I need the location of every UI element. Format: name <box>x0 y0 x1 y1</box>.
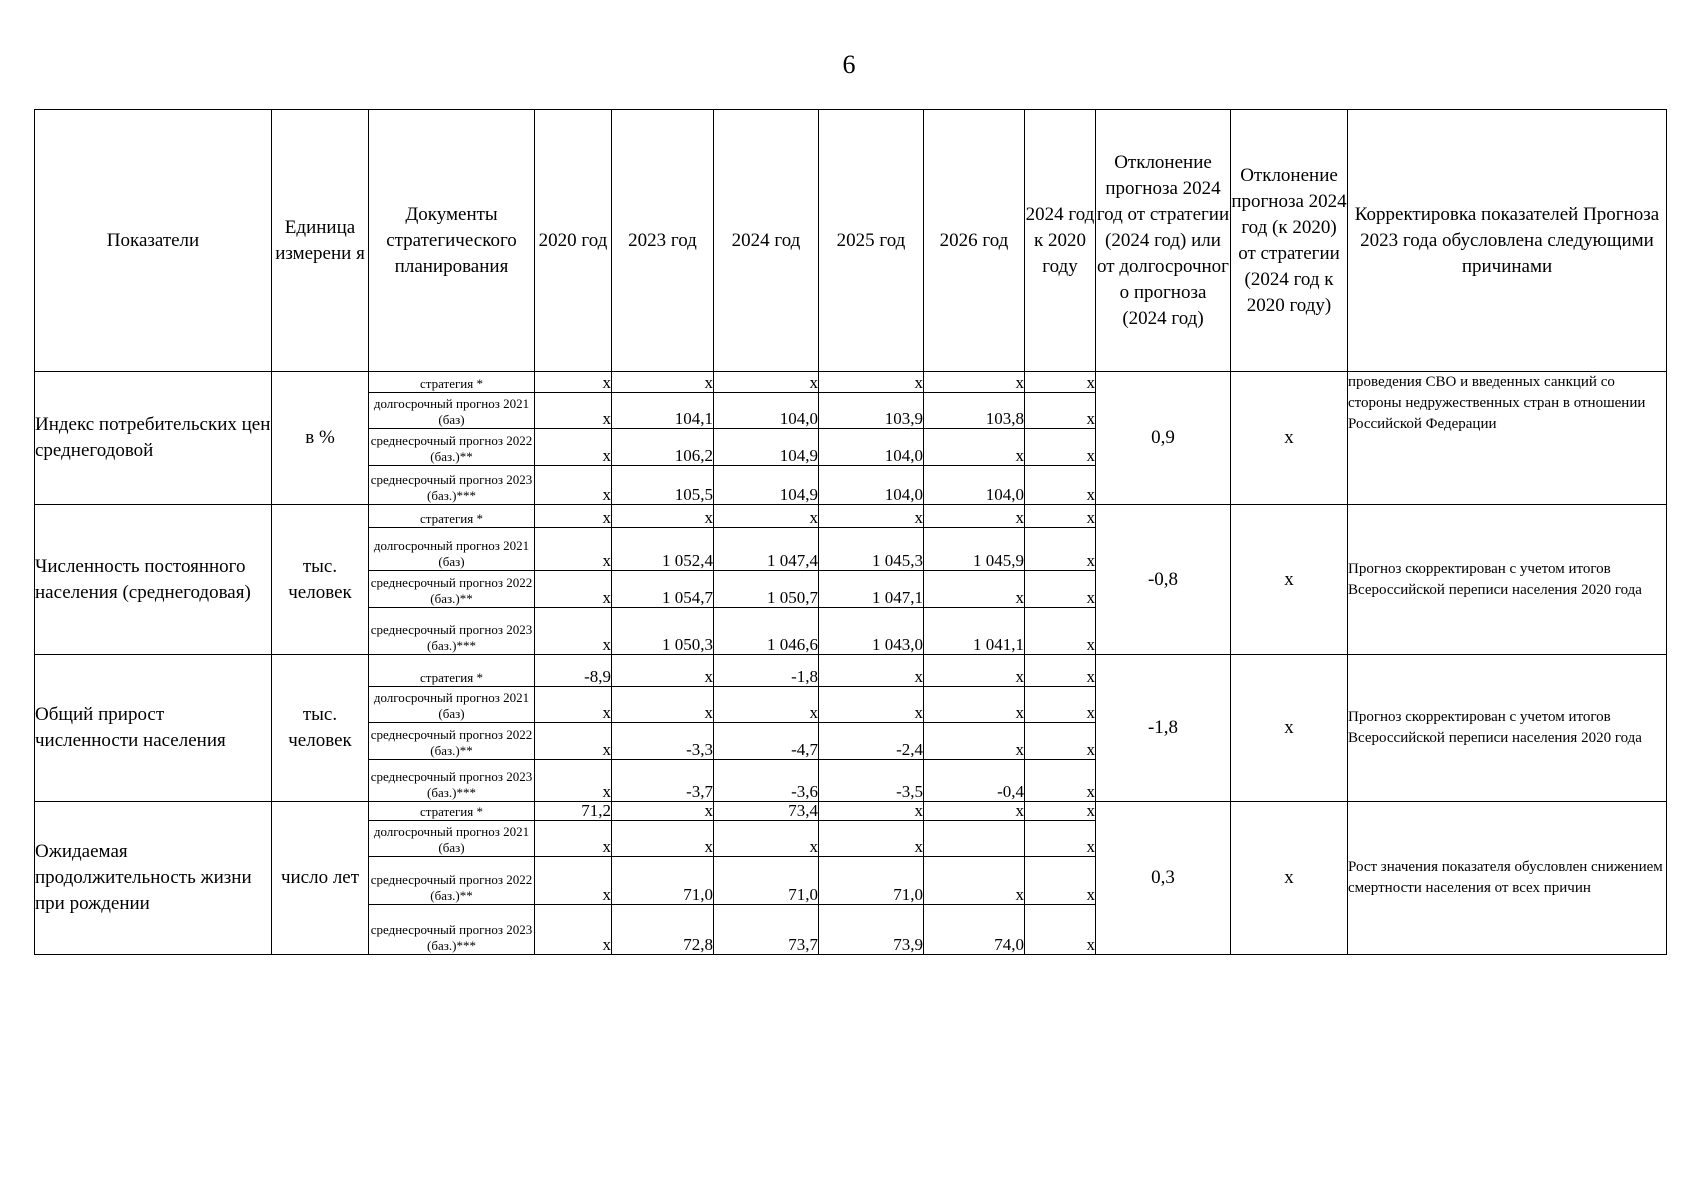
reason-text: Прогноз скорректирован с учетом итогов Всероссийской переписи населения 2020 года <box>1348 655 1667 802</box>
reason-text: Рост значения показателя обусловлен снижением смертности населения от всех причин <box>1348 802 1667 955</box>
value-cell: х <box>924 571 1025 608</box>
value-cell: х <box>535 505 612 528</box>
value-cell: х <box>535 372 612 393</box>
value-cell: х <box>1025 429 1096 466</box>
value-cell: х <box>1025 393 1096 429</box>
unit-of-measure: в % <box>272 372 369 505</box>
value-cell: х <box>1025 571 1096 608</box>
deviation-2-value: х <box>1231 802 1348 955</box>
value-cell: х <box>819 372 924 393</box>
value-cell: х <box>924 802 1025 821</box>
value-cell: 73,4 <box>714 802 819 821</box>
value-cell: х <box>1025 505 1096 528</box>
value-cell: 71,0 <box>714 857 819 905</box>
value-cell: х <box>612 802 714 821</box>
value-cell: х <box>819 505 924 528</box>
deviation-2-value: х <box>1231 372 1348 505</box>
value-cell: 104,0 <box>714 393 819 429</box>
value-cell: -3,5 <box>819 760 924 802</box>
value-cell: 1 043,0 <box>819 608 924 655</box>
value-cell: х <box>535 571 612 608</box>
value-cell: 103,8 <box>924 393 1025 429</box>
unit-of-measure: тыс. человек <box>272 655 369 802</box>
value-cell: х <box>1025 760 1096 802</box>
planning-document: стратегия * <box>369 655 535 687</box>
value-cell: х <box>714 372 819 393</box>
value-cell: 74,0 <box>924 905 1025 955</box>
value-cell: х <box>819 802 924 821</box>
value-cell: х <box>612 505 714 528</box>
reason-text: проведения СВО и введенных санкций со стороны недружественных стран в отношении Российской Федерации <box>1348 372 1667 505</box>
value-cell: х <box>535 393 612 429</box>
planning-document: среднесрочный прогноз 2022 (баз.)** <box>369 429 535 466</box>
value-cell: х <box>1025 528 1096 571</box>
value-cell: 103,9 <box>819 393 924 429</box>
value-cell: -4,7 <box>714 723 819 760</box>
value-cell: -3,3 <box>612 723 714 760</box>
value-cell: х <box>924 655 1025 687</box>
value-cell: х <box>924 429 1025 466</box>
value-cell: 106,2 <box>612 429 714 466</box>
header-ratio: 2024 год к 2020 году <box>1025 110 1096 372</box>
deviation-2-value: х <box>1231 655 1348 802</box>
value-cell: х <box>1025 466 1096 505</box>
header-2024: 2024 год <box>714 110 819 372</box>
header-indicator: Показатели <box>35 110 272 372</box>
value-cell: х <box>819 821 924 857</box>
planning-document: стратегия * <box>369 802 535 821</box>
value-cell: х <box>924 372 1025 393</box>
header-2020: 2020 год <box>535 110 612 372</box>
value-cell: х <box>1025 655 1096 687</box>
value-cell: -8,9 <box>535 655 612 687</box>
value-cell: х <box>612 687 714 723</box>
value-cell: 1 052,4 <box>612 528 714 571</box>
value-cell: х <box>535 821 612 857</box>
planning-document: стратегия * <box>369 372 535 393</box>
header-unit: Единица измерени я <box>272 110 369 372</box>
value-cell: х <box>1025 723 1096 760</box>
planning-document: среднесрочный прогноз 2023 (баз.)*** <box>369 608 535 655</box>
value-cell: 1 047,4 <box>714 528 819 571</box>
value-cell: 71,0 <box>819 857 924 905</box>
header-deviation: Отклонение прогноза 2024 год от стратегии (2024 год) или от долгосрочног о прогноза (2024 год) <box>1096 110 1231 372</box>
value-cell: х <box>535 905 612 955</box>
value-cell: -0,4 <box>924 760 1025 802</box>
planning-document: долгосрочный прогноз 2021 (баз) <box>369 687 535 723</box>
deviation-value: 0,3 <box>1096 802 1231 955</box>
indicators-table <box>34 109 1667 955</box>
planning-document: среднесрочный прогноз 2023 (баз.)*** <box>369 760 535 802</box>
value-cell: х <box>714 821 819 857</box>
value-cell: -3,7 <box>612 760 714 802</box>
planning-document: среднесрочный прогноз 2023 (баз.)*** <box>369 466 535 505</box>
deviation-value: -1,8 <box>1096 655 1231 802</box>
deviation-2-value: х <box>1231 505 1348 655</box>
planning-document: среднесрочный прогноз 2022 (баз.)** <box>369 857 535 905</box>
value-cell: 73,9 <box>819 905 924 955</box>
value-cell: 1 045,3 <box>819 528 924 571</box>
table-row <box>35 655 1667 687</box>
value-cell <box>924 821 1025 857</box>
value-cell: 1 054,7 <box>612 571 714 608</box>
value-cell: х <box>924 857 1025 905</box>
reason-text: Прогноз скорректирован с учетом итогов Всероссийской переписи населения 2020 года <box>1348 505 1667 655</box>
planning-document: среднесрочный прогноз 2022 (баз.)** <box>369 723 535 760</box>
table-row <box>35 372 1667 393</box>
planning-document: долгосрочный прогноз 2021 (баз) <box>369 821 535 857</box>
value-cell: х <box>924 687 1025 723</box>
header-deviation-2: Отклонение прогноза 2024 год (к 2020) от стратегии (2024 год к 2020 году) <box>1231 110 1348 372</box>
value-cell: х <box>1025 857 1096 905</box>
value-cell: -3,6 <box>714 760 819 802</box>
value-cell: 72,8 <box>612 905 714 955</box>
value-cell: 1 041,1 <box>924 608 1025 655</box>
header-documents: Документы стратегического планирования <box>369 110 535 372</box>
indicator-name: Ожидаемая продолжительность жизни при рождении <box>35 802 272 955</box>
header-row <box>35 110 1667 372</box>
value-cell: х <box>535 608 612 655</box>
indicator-name: Численность постоянного населения (среднегодовая) <box>35 505 272 655</box>
value-cell: х <box>924 505 1025 528</box>
value-cell: х <box>612 821 714 857</box>
value-cell: -1,8 <box>714 655 819 687</box>
header-2026: 2026 год <box>924 110 1025 372</box>
indicator-name: Индекс потребительских цен среднегодовой <box>35 372 272 505</box>
value-cell: 71,0 <box>612 857 714 905</box>
value-cell: х <box>1025 802 1096 821</box>
value-cell: 1 046,6 <box>714 608 819 655</box>
value-cell: х <box>819 687 924 723</box>
header-2025: 2025 год <box>819 110 924 372</box>
value-cell: х <box>535 687 612 723</box>
value-cell: х <box>535 723 612 760</box>
value-cell: х <box>924 723 1025 760</box>
value-cell: х <box>1025 687 1096 723</box>
planning-document: долгосрочный прогноз 2021 (баз) <box>369 393 535 429</box>
table-row <box>35 802 1667 821</box>
unit-of-measure: тыс. человек <box>272 505 369 655</box>
value-cell: 1 045,9 <box>924 528 1025 571</box>
value-cell: х <box>714 505 819 528</box>
page-number: 6 <box>842 50 856 79</box>
value-cell: 104,0 <box>924 466 1025 505</box>
value-cell: 104,1 <box>612 393 714 429</box>
header-2023: 2023 год <box>612 110 714 372</box>
value-cell: х <box>535 857 612 905</box>
value-cell: х <box>1025 372 1096 393</box>
indicator-name: Общий прирост численности населения <box>35 655 272 802</box>
value-cell: 104,9 <box>714 429 819 466</box>
unit-of-measure: число лет <box>272 802 369 955</box>
value-cell: 1 050,3 <box>612 608 714 655</box>
value-cell: 104,0 <box>819 466 924 505</box>
planning-document: стратегия * <box>369 505 535 528</box>
value-cell: х <box>535 760 612 802</box>
value-cell: х <box>1025 608 1096 655</box>
planning-document: среднесрочный прогноз 2022 (баз.)** <box>369 571 535 608</box>
value-cell: 71,2 <box>535 802 612 821</box>
value-cell: х <box>535 429 612 466</box>
value-cell: 1 047,1 <box>819 571 924 608</box>
value-cell: х <box>819 655 924 687</box>
value-cell: 104,0 <box>819 429 924 466</box>
value-cell: 1 050,7 <box>714 571 819 608</box>
header-reasons: Корректировка показателей Прогноза 2023 года обусловлена следующими причинами <box>1348 110 1667 372</box>
value-cell: 105,5 <box>612 466 714 505</box>
planning-document: долгосрочный прогноз 2021 (баз) <box>369 528 535 571</box>
value-cell: -2,4 <box>819 723 924 760</box>
value-cell: х <box>535 528 612 571</box>
value-cell: х <box>535 466 612 505</box>
value-cell: х <box>714 687 819 723</box>
table-row <box>35 505 1667 528</box>
value-cell: х <box>612 372 714 393</box>
value-cell: 73,7 <box>714 905 819 955</box>
value-cell: х <box>1025 821 1096 857</box>
deviation-value: -0,8 <box>1096 505 1231 655</box>
planning-document: среднесрочный прогноз 2023 (баз.)*** <box>369 905 535 955</box>
value-cell: х <box>1025 905 1096 955</box>
deviation-value: 0,9 <box>1096 372 1231 505</box>
value-cell: 104,9 <box>714 466 819 505</box>
value-cell: х <box>612 655 714 687</box>
